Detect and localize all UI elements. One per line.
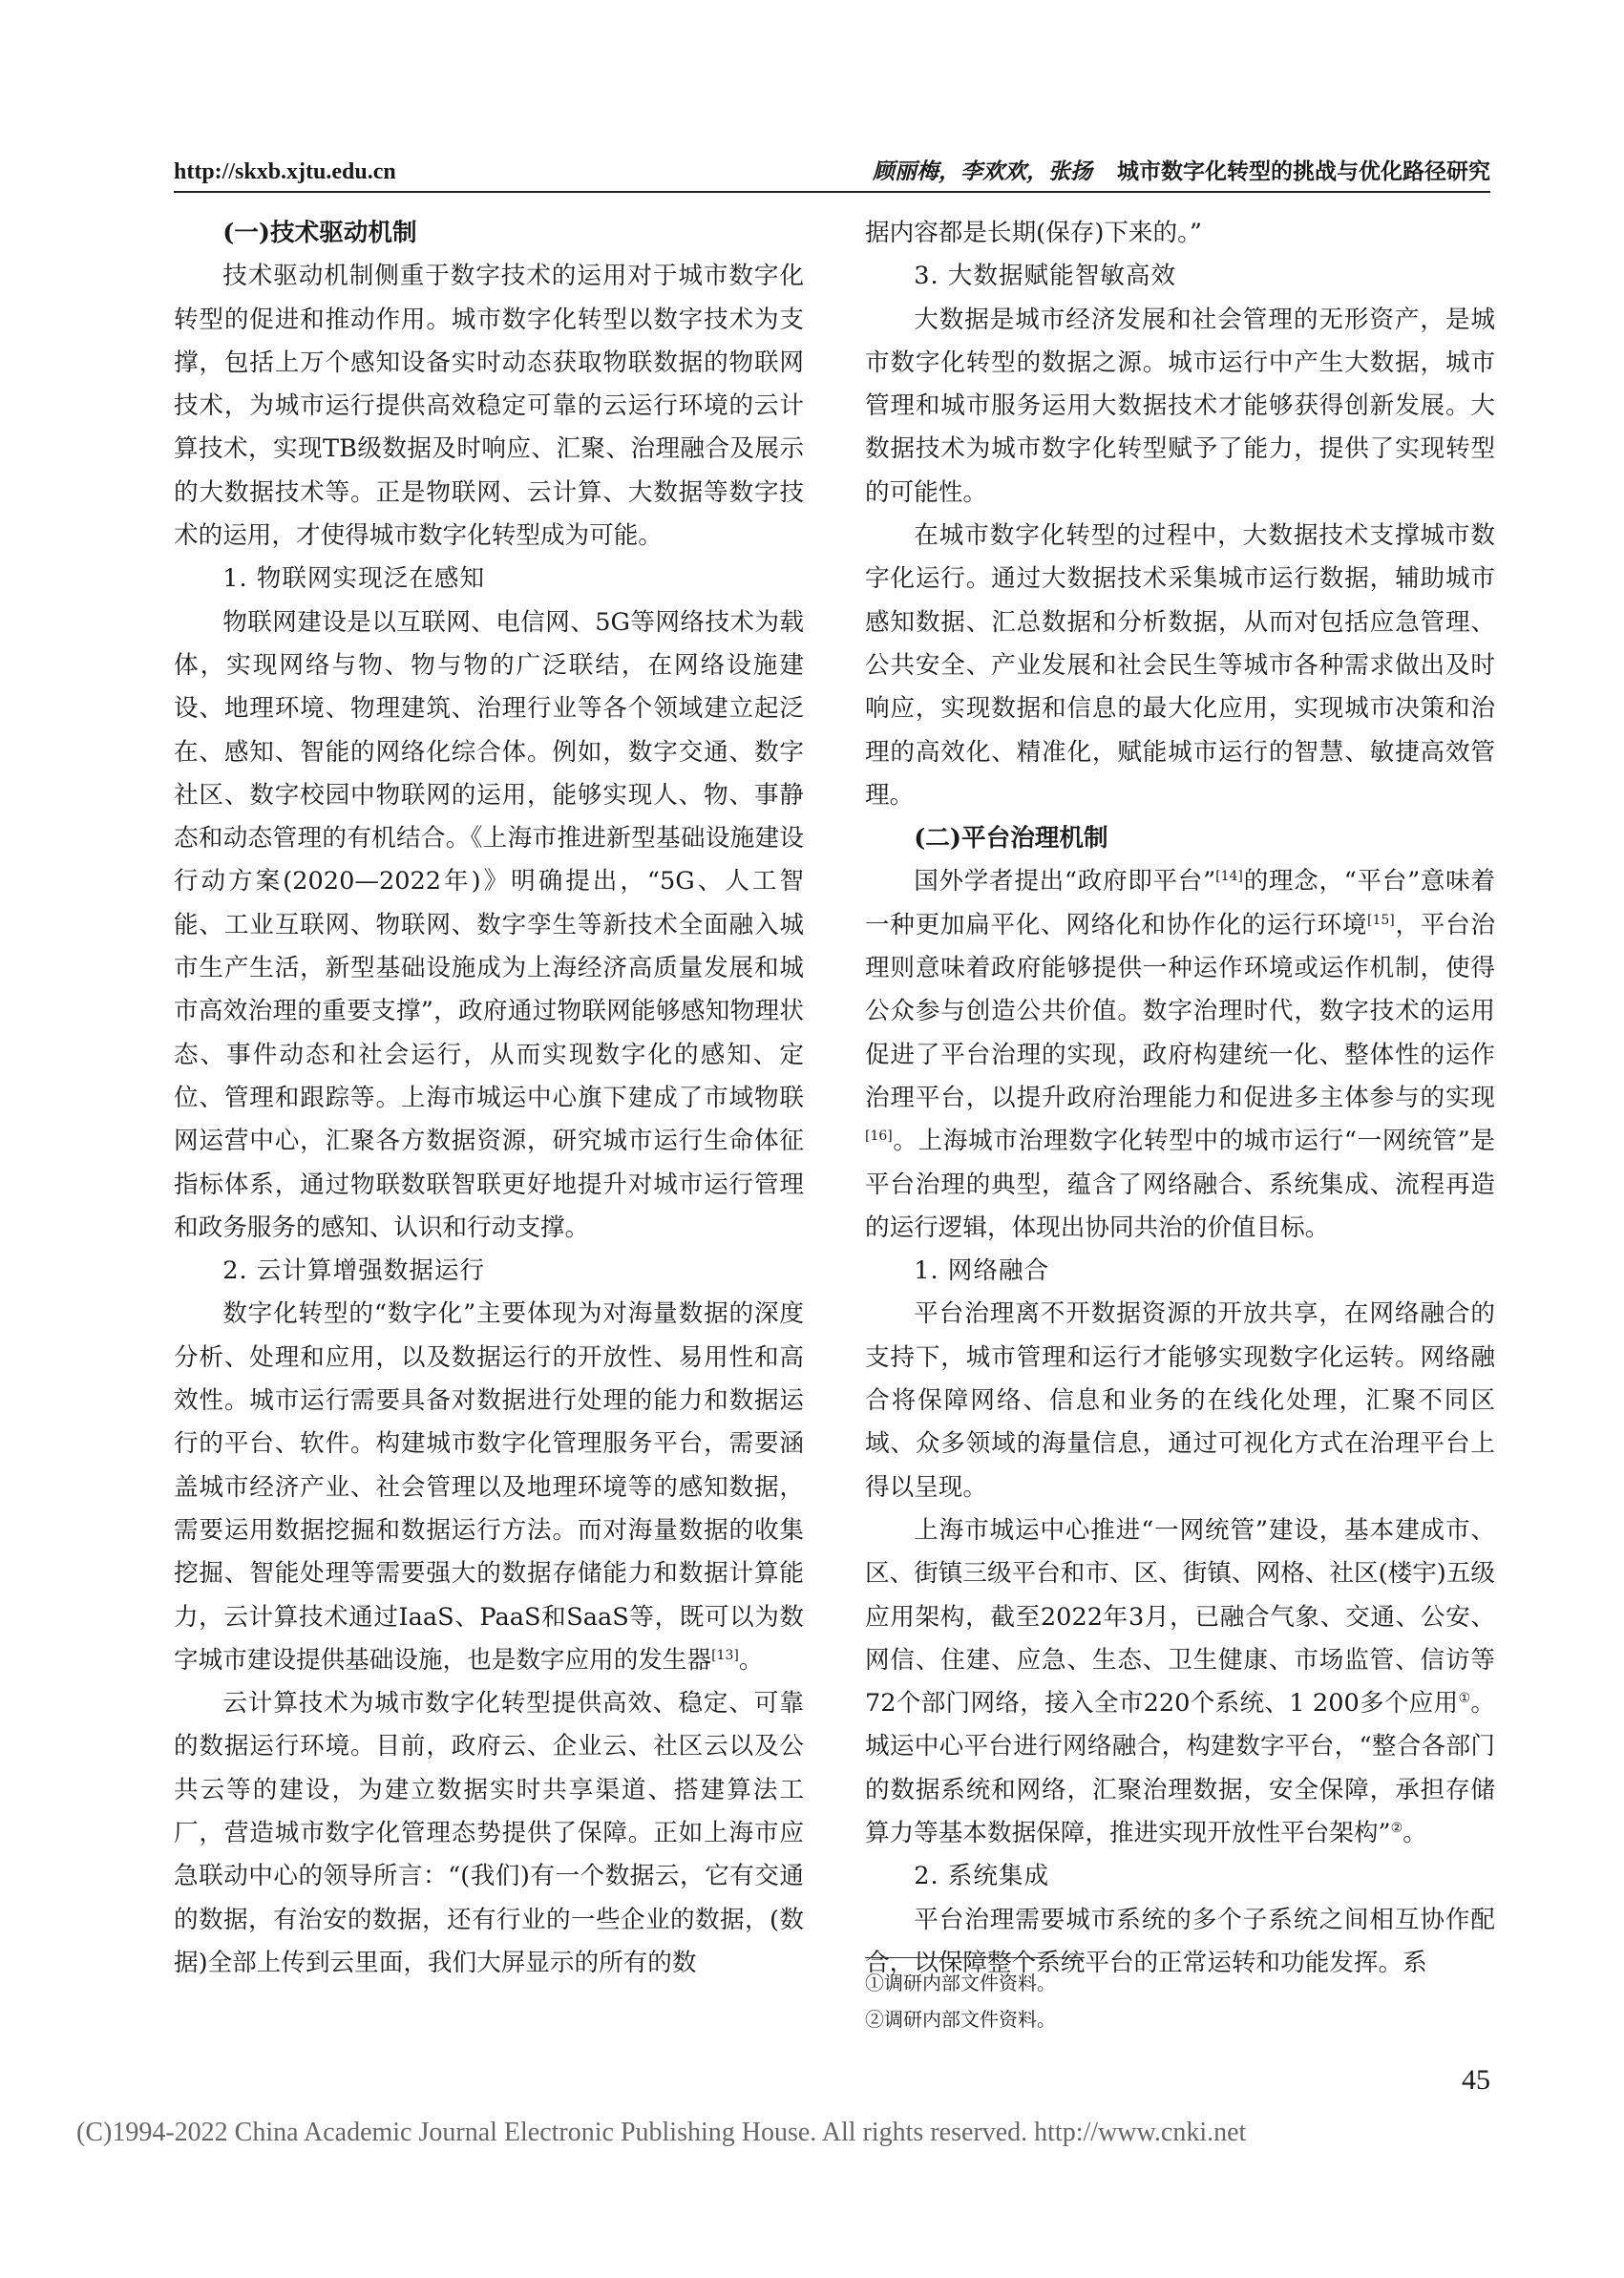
paragraph-continued: 据内容都是长期(保存)下来的。” (865, 219, 1202, 247)
header-authors: 顾丽梅，李欢欢，张扬 (873, 158, 1092, 184)
subsection-heading-bigdata: 3. 大数据赋能智敏高效 (914, 262, 1177, 291)
text: 上海市城运中心推进“一网统管”建设，基本建成市、区、街镇三级平台和市、区、街镇、网格、社区(楼宇)五级应用架构，截至2022年3月，已融合气象、交通、公安、网信、住建、应急、生态、卫生健康、市场监管、信访等72个部门网络，接入全市220个系统、1 200多个应用 (865, 1515, 1495, 1719)
page-number: 45 (1462, 2064, 1490, 2096)
text: 数字化转型的“数字化”主要体现为对海量数据的深度分析、处理和应用，以及数据运行的开放性、易用性和高效性。城市运行需要具备对数据进行处理的能力和数据运行的平台、软件。构建城市数字化管理服务平台，需要涵盖城市经济产业、社会管理以及地理环境等的感知数据，需要运用数据挖掘和数据运行方法。而对海量数据的收集挖掘、智能处理等需要强大的数据存储能力和数据计算能力，云计算技术通过IaaS、PaaS和SaaS等，既可以为数字城市建设提供基础设施，也是数字应用的发生器 (174, 1299, 804, 1675)
footnote-2: ②调研内部文件资料。 (865, 2008, 1056, 2031)
header-right (873, 154, 1490, 185)
left-column (174, 212, 804, 1985)
paragraph (865, 860, 1495, 1250)
paragraph (174, 1293, 804, 1682)
footnote-1: ①调研内部文件资料。 (865, 1972, 1056, 1994)
text: 的理念，“平台”意味着一种更加扁平化、网络化和协作化的运行环境 (865, 867, 1495, 939)
text: 国外学者提出“政府即平台” (914, 867, 1216, 896)
subsection-heading-iot: 1. 物联网实现泛在感知 (222, 564, 486, 594)
text: ，平台治理则意味着政府能够提供一种运作环境或运作机制，使得公众参与创造公共价值。数字治理时代，数字技术的运用促进了平台治理的实现，政府构建统一化、整体性的运作治理平台，以提升政府治理能力和促进多主体参与的实现 (865, 910, 1495, 1112)
section-heading-tech-drive: (一)技术驱动机制 (222, 219, 417, 247)
subsection-heading-network: 1. 网络融合 (914, 1256, 1050, 1286)
paragraph: 在城市数字化转型的过程中，大数据技术支撑城市数字化运行。通过大数据技术采集城市运行数据，辅助城市感知数据、汇总数据和分析数据，从而对包括应急管理、公共安全、产业发展和社会民生等城市各种需求做出及时响应，实现数据和信息的最大化应用，实现城市决策和治理的高效化、精准化，赋能城市运行的智慧、敏捷高效管理。 (865, 521, 1495, 810)
running-header (174, 151, 1490, 185)
citation-ref: [14] (1215, 869, 1243, 885)
paragraph: 平台治理需要城市系统的多个子系统之间相互协作配合，以保障整个系统平台的正常运转和功能发挥。系 (865, 1905, 1495, 1977)
text: 。 (738, 1645, 764, 1675)
paragraph: 平台治理离不开数据资源的开放共享，在网络融合的支持下，城市管理和运行才能够实现数字化运转。网络融合将保障网络、信息和业务的在线化处理，汇聚不同区域、众多领域的海量信息，通过可视化方式在治理平台上得以呈现。 (865, 1299, 1495, 1502)
subsection-heading-cloud: 2. 云计算增强数据运行 (222, 1256, 486, 1286)
journal-url[interactable]: http://skxb.xjtu.edu.cn (174, 159, 396, 184)
header-rule (174, 191, 1490, 193)
text: 。城运中心平台进行网络融合，构建数字平台，“整合各部门的数据系统和网络，汇聚治理数据，安全保障，承担存储算力等基本数据保障，推进实现开放性平台架构” (865, 1689, 1496, 1847)
footnote-rule (865, 1957, 1085, 1958)
paragraph: 云计算技术为城市数字化转型提供高效、稳定、可靠的数据运行环境。目前，政府云、企业云、社区云以及公共云等的建设，为建立数据实时共享渠道、搭建算法工厂，营造城市数字化管理态势提供了保障。正如上海市应急联动中心的领导所言：“(我们)有一个数据云，它有交通的数据，有治安的数据，还有行业的一些企业的数据，(数据)全部上传到云里面，我们大屏显示的所有的数 (174, 1689, 804, 1977)
subsection-heading-system: 2. 系统集成 (914, 1862, 1050, 1891)
paragraph: 物联网建设是以互联网、电信网、5G等网络技术为载体，实现网络与物、物与物的广泛联结，在网络设施建设、地理环境、物理建筑、治理行业等各个领域建立起泛在、感知、智能的网络化综合体。例如，数字交通、数字社区、数字校园中物联网的运用，能够实现人、物、事静态和动态管理的有机结合。《上海市推进新型基础设施建设行动方案(2020—2022年)》明确提出，“5G、人工智能、工业互联网、物联网、数字孪生等新技术全面融入城市生产生活，新型基础设施成为上海经济高质量发展和城市高效治理的重要支撑”，政府通过物联网能够感知物理状态、事件动态和社会运行，从而实现数字化的感知、定位、管理和跟踪等。上海市城运中心旗下建成了市域物联网运营中心，汇聚各方数据资源，研究城市运行生命体征指标体系，通过物联数联智联更好地提升对城市运行管理和政务服务的感知、认识和行动支撑。 (174, 607, 804, 1242)
text: 。 (1403, 1818, 1427, 1847)
footnote-ref: ① (1458, 1691, 1471, 1707)
citation-ref: [16] (865, 1128, 893, 1145)
right-column (865, 212, 1495, 1985)
footnotes (865, 1965, 1056, 2037)
text: 。上海城市治理数字化转型中的城市运行“一网统管”是平台治理的典型，蕴含了网络融合、系统集成、流程再造的运行逻辑，体现出协同共治的价值目标。 (865, 1127, 1495, 1242)
paragraph: 大数据是城市经济发展和社会管理的无形资产，是城市数字化转型的数据之源。城市运行中产生大数据，城市管理和城市服务运用大数据技术才能够获得创新发展。大数据技术为城市数字化转型赋予了能力，提供了实现转型的可能性。 (865, 305, 1495, 507)
copyright-watermark: (C)1994-2022 China Academic Journal Electronic Publishing House. All rights reserved. http://www.cnki.net (76, 2118, 1247, 2147)
paragraph (865, 1509, 1495, 1855)
citation-ref: [15] (1367, 912, 1395, 928)
footnote-ref: ② (1390, 1820, 1403, 1836)
citation-ref: [13] (711, 1647, 739, 1663)
section-heading-platform: (二)平台治理机制 (914, 824, 1108, 854)
paragraph: 技术驱动机制侧重于数字技术的运用对于城市数字化转型的促进和推动作用。城市数字化转型以数字技术为支撑，包括上万个感知设备实时动态获取物联数据的物联网技术，为城市运行提供高效稳定可靠的云运行环境的云计算技术，实现TB级数据及时响应、汇聚、治理融合及展示的大数据技术等。正是物联网、云计算、大数据等数字技术的运用，才使得城市数字化转型成为可能。 (174, 262, 804, 551)
header-article-title: 城市数字化转型的挑战与优化路径研究 (1117, 158, 1490, 184)
